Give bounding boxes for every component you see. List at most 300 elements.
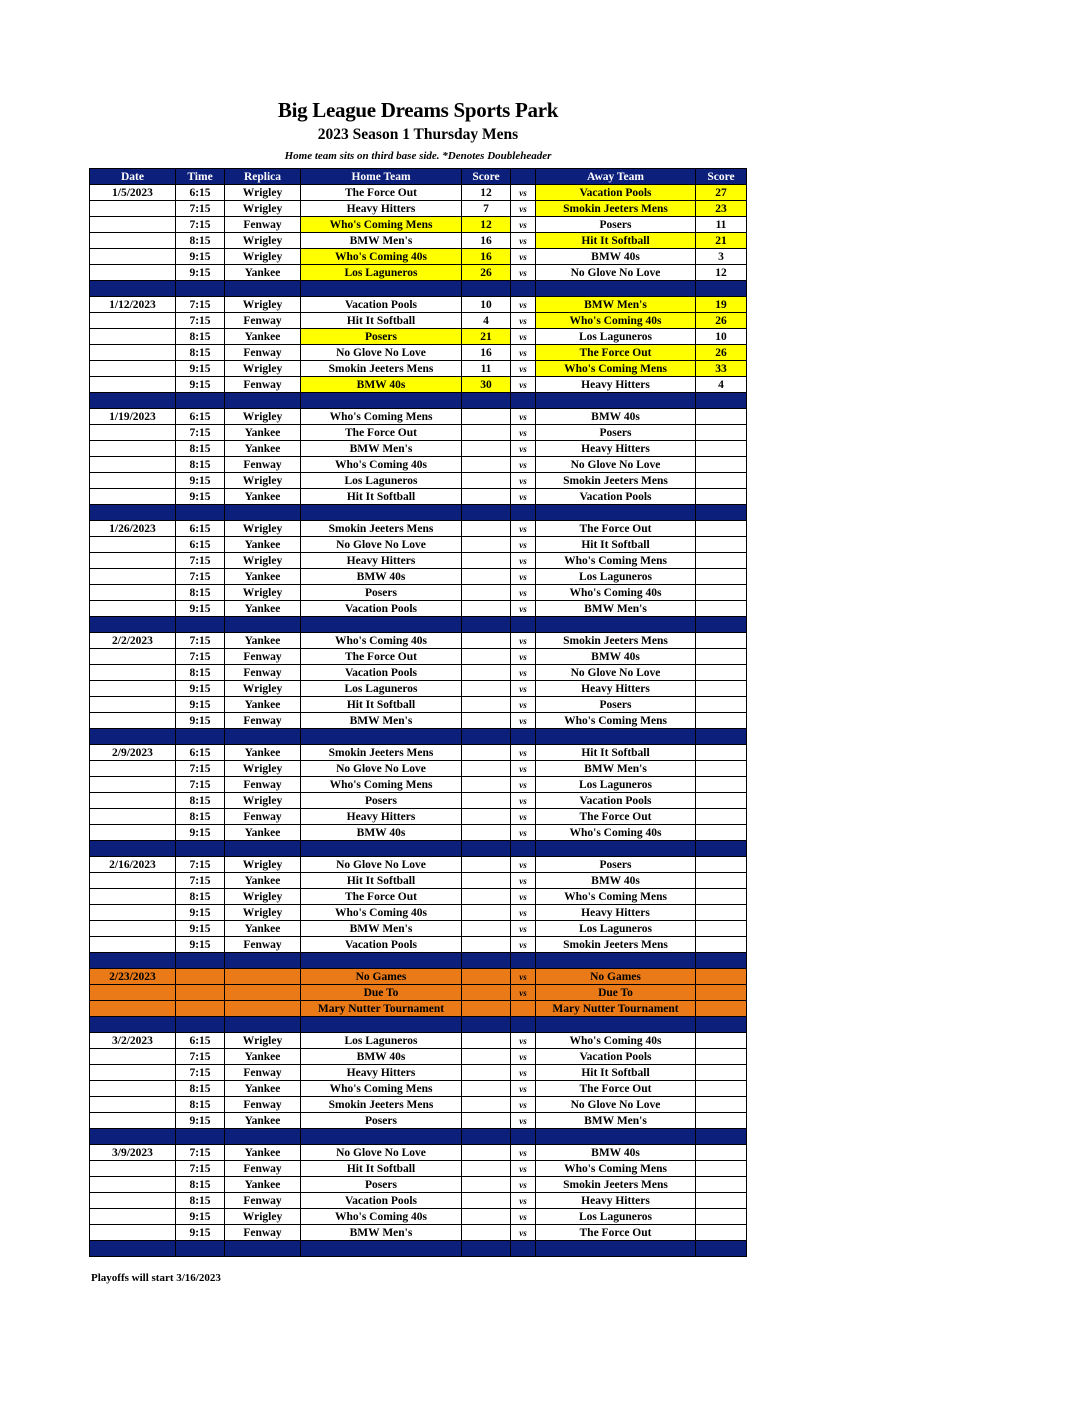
game-row xyxy=(90,1033,747,1049)
home-score xyxy=(462,665,511,681)
game-time: 7:15 xyxy=(176,761,225,777)
separator-cell xyxy=(462,841,511,857)
game-time: 7:15 xyxy=(176,873,225,889)
game-field: Fenway xyxy=(225,1065,301,1081)
game-field xyxy=(225,1001,301,1017)
schedule-table xyxy=(89,168,747,1257)
separator-cell xyxy=(90,1129,176,1145)
game-row xyxy=(90,1145,747,1161)
away-team: Who's Coming Mens xyxy=(536,361,696,377)
vs-label: vs xyxy=(511,409,536,425)
game-field: Fenway xyxy=(225,1161,301,1177)
home-team: Posers xyxy=(301,329,462,345)
header-row xyxy=(90,169,747,185)
game-row xyxy=(90,1081,747,1097)
game-time: 8:15 xyxy=(176,329,225,345)
game-field: Wrigley xyxy=(225,889,301,905)
away-score xyxy=(696,441,747,457)
separator-cell xyxy=(301,729,462,745)
separator-cell xyxy=(176,1017,225,1033)
home-score: 10 xyxy=(462,297,511,313)
game-field: Wrigley xyxy=(225,905,301,921)
game-time: 6:15 xyxy=(176,1033,225,1049)
home-team: The Force Out xyxy=(301,649,462,665)
away-team: BMW Men's xyxy=(536,1113,696,1129)
game-field: Yankee xyxy=(225,745,301,761)
away-score: 4 xyxy=(696,377,747,393)
vs-label: vs xyxy=(511,1225,536,1241)
home-score xyxy=(462,969,511,985)
game-date xyxy=(90,569,176,585)
game-field: Fenway xyxy=(225,217,301,233)
away-team: Vacation Pools xyxy=(536,185,696,201)
home-team: No Glove No Love xyxy=(301,857,462,873)
game-date xyxy=(90,601,176,617)
away-team: No Games xyxy=(536,969,696,985)
separator-cell xyxy=(176,1241,225,1257)
away-score: 21 xyxy=(696,233,747,249)
game-field: Fenway xyxy=(225,1193,301,1209)
game-time: 9:15 xyxy=(176,697,225,713)
away-team: Heavy Hitters xyxy=(536,681,696,697)
separator-cell xyxy=(511,1129,536,1145)
home-team: Vacation Pools xyxy=(301,937,462,953)
separator-cell xyxy=(696,505,747,521)
game-date xyxy=(90,553,176,569)
game-field: Wrigley xyxy=(225,857,301,873)
game-date: 2/9/2023 xyxy=(90,745,176,761)
home-score: 16 xyxy=(462,345,511,361)
home-team: BMW 40s xyxy=(301,1049,462,1065)
game-field: Wrigley xyxy=(225,1209,301,1225)
home-score xyxy=(462,1065,511,1081)
game-field: Yankee xyxy=(225,489,301,505)
game-date xyxy=(90,457,176,473)
separator-cell xyxy=(696,841,747,857)
home-team: The Force Out xyxy=(301,185,462,201)
separator-cell xyxy=(225,1129,301,1145)
home-score: 7 xyxy=(462,201,511,217)
home-score xyxy=(462,553,511,569)
game-field: Wrigley xyxy=(225,201,301,217)
away-team: Posers xyxy=(536,425,696,441)
home-score xyxy=(462,713,511,729)
home-score: 11 xyxy=(462,361,511,377)
week-separator xyxy=(90,841,747,857)
game-row xyxy=(90,361,747,377)
separator-cell xyxy=(301,1017,462,1033)
vs-label: vs xyxy=(511,249,536,265)
game-field: Fenway xyxy=(225,345,301,361)
home-score xyxy=(462,633,511,649)
home-score: 30 xyxy=(462,377,511,393)
home-team: Due To xyxy=(301,985,462,1001)
vs-label: vs xyxy=(511,185,536,201)
game-date xyxy=(90,1209,176,1225)
home-team: Hit It Softball xyxy=(301,313,462,329)
game-date xyxy=(90,201,176,217)
game-date xyxy=(90,1065,176,1081)
away-score xyxy=(696,409,747,425)
away-team: Smokin Jeeters Mens xyxy=(536,937,696,953)
col-replica: Replica xyxy=(225,169,301,185)
game-field: Fenway xyxy=(225,665,301,681)
game-time: 7:15 xyxy=(176,297,225,313)
away-score: 11 xyxy=(696,217,747,233)
away-team: Posers xyxy=(536,217,696,233)
vs-label xyxy=(511,1001,536,1017)
away-team: Heavy Hitters xyxy=(536,905,696,921)
separator-cell xyxy=(462,281,511,297)
vs-label: vs xyxy=(511,873,536,889)
away-team: Due To xyxy=(536,985,696,1001)
separator-cell xyxy=(225,393,301,409)
separator-cell xyxy=(536,617,696,633)
game-date xyxy=(90,329,176,345)
home-team: No Glove No Love xyxy=(301,345,462,361)
game-time: 7:15 xyxy=(176,777,225,793)
home-score xyxy=(462,441,511,457)
home-score: 12 xyxy=(462,217,511,233)
game-date xyxy=(90,1161,176,1177)
separator-cell xyxy=(462,617,511,633)
game-field: Wrigley xyxy=(225,361,301,377)
away-score xyxy=(696,985,747,1001)
home-team: BMW Men's xyxy=(301,441,462,457)
home-score xyxy=(462,697,511,713)
away-score xyxy=(696,601,747,617)
home-score xyxy=(462,937,511,953)
away-score xyxy=(696,521,747,537)
vs-label: vs xyxy=(511,1097,536,1113)
vs-label: vs xyxy=(511,441,536,457)
page-subtitle: 2023 Season 1 Thursday Mens xyxy=(317,126,519,143)
game-row xyxy=(90,233,747,249)
separator-cell xyxy=(176,953,225,969)
game-row xyxy=(90,889,747,905)
home-score xyxy=(462,1049,511,1065)
separator-cell xyxy=(176,281,225,297)
away-team: BMW Men's xyxy=(536,297,696,313)
game-date xyxy=(90,489,176,505)
away-team: Heavy Hitters xyxy=(536,441,696,457)
separator-cell xyxy=(90,729,176,745)
away-score xyxy=(696,713,747,729)
game-time: 8:15 xyxy=(176,809,225,825)
away-team: BMW Men's xyxy=(536,761,696,777)
game-row xyxy=(90,473,747,489)
game-field: Yankee xyxy=(225,329,301,345)
away-score xyxy=(696,537,747,553)
separator-cell xyxy=(511,1241,536,1257)
away-score: 10 xyxy=(696,329,747,345)
separator-cell xyxy=(511,1017,536,1033)
game-field: Wrigley xyxy=(225,793,301,809)
game-date xyxy=(90,217,176,233)
game-date xyxy=(90,361,176,377)
game-row xyxy=(90,633,747,649)
game-time: 9:15 xyxy=(176,473,225,489)
game-date xyxy=(90,649,176,665)
home-score xyxy=(462,761,511,777)
away-team: Hit It Softball xyxy=(536,537,696,553)
game-time: 7:15 xyxy=(176,857,225,873)
home-team: Posers xyxy=(301,1177,462,1193)
home-score xyxy=(462,425,511,441)
home-score xyxy=(462,681,511,697)
week-separator xyxy=(90,393,747,409)
col-home-score: Score xyxy=(462,169,511,185)
game-row xyxy=(90,601,747,617)
away-team: Los Laguneros xyxy=(536,1209,696,1225)
game-time: 7:15 xyxy=(176,1065,225,1081)
home-score xyxy=(462,825,511,841)
vs-label: vs xyxy=(511,825,536,841)
home-team: Who's Coming Mens xyxy=(301,1081,462,1097)
home-score xyxy=(462,745,511,761)
game-row xyxy=(90,681,747,697)
game-row xyxy=(90,1193,747,1209)
game-field: Fenway xyxy=(225,713,301,729)
game-field: Yankee xyxy=(225,697,301,713)
away-team: Los Laguneros xyxy=(536,329,696,345)
separator-cell xyxy=(536,505,696,521)
vs-label: vs xyxy=(511,969,536,985)
away-team: Who's Coming Mens xyxy=(536,1161,696,1177)
away-score: 26 xyxy=(696,345,747,361)
separator-cell xyxy=(176,617,225,633)
away-team: BMW 40s xyxy=(536,649,696,665)
home-score xyxy=(462,1161,511,1177)
game-row xyxy=(90,1225,747,1241)
away-score xyxy=(696,1001,747,1017)
game-date: 2/16/2023 xyxy=(90,857,176,873)
game-field: Yankee xyxy=(225,921,301,937)
separator-cell xyxy=(301,505,462,521)
game-field: Fenway xyxy=(225,1097,301,1113)
game-time: 8:15 xyxy=(176,793,225,809)
away-team: Hit It Softball xyxy=(536,745,696,761)
home-score xyxy=(462,1177,511,1193)
game-field: Yankee xyxy=(225,873,301,889)
game-row xyxy=(90,489,747,505)
away-score: 12 xyxy=(696,265,747,281)
separator-cell xyxy=(176,505,225,521)
home-score xyxy=(462,585,511,601)
vs-label: vs xyxy=(511,217,536,233)
vs-label: vs xyxy=(511,633,536,649)
separator-cell xyxy=(696,281,747,297)
game-time: 8:15 xyxy=(176,889,225,905)
away-score xyxy=(696,1065,747,1081)
separator-cell xyxy=(536,953,696,969)
separator-cell xyxy=(462,393,511,409)
game-row xyxy=(90,873,747,889)
game-date xyxy=(90,1097,176,1113)
away-score xyxy=(696,633,747,649)
game-date: 3/2/2023 xyxy=(90,1033,176,1049)
vs-label: vs xyxy=(511,1145,536,1161)
separator-cell xyxy=(90,841,176,857)
away-score: 19 xyxy=(696,297,747,313)
game-date xyxy=(90,681,176,697)
vs-label: vs xyxy=(511,985,536,1001)
separator-cell xyxy=(90,281,176,297)
away-score xyxy=(696,473,747,489)
game-row xyxy=(90,937,747,953)
away-team: Smokin Jeeters Mens xyxy=(536,1177,696,1193)
home-score xyxy=(462,601,511,617)
vs-label: vs xyxy=(511,377,536,393)
home-team: Posers xyxy=(301,1113,462,1129)
separator-cell xyxy=(176,393,225,409)
game-date xyxy=(90,905,176,921)
game-row xyxy=(90,377,747,393)
week-separator xyxy=(90,1241,747,1257)
separator-cell xyxy=(301,841,462,857)
game-time: 7:15 xyxy=(176,1049,225,1065)
home-score xyxy=(462,457,511,473)
game-field: Yankee xyxy=(225,425,301,441)
home-team: Who's Coming Mens xyxy=(301,777,462,793)
game-time: 9:15 xyxy=(176,601,225,617)
game-row xyxy=(90,1049,747,1065)
game-row xyxy=(90,537,747,553)
game-time: 9:15 xyxy=(176,905,225,921)
game-date: 3/9/2023 xyxy=(90,1145,176,1161)
home-team: Posers xyxy=(301,585,462,601)
game-date xyxy=(90,425,176,441)
vs-label: vs xyxy=(511,1113,536,1129)
vs-label: vs xyxy=(511,761,536,777)
home-team: Smokin Jeeters Mens xyxy=(301,361,462,377)
home-team: Smokin Jeeters Mens xyxy=(301,521,462,537)
away-score xyxy=(696,553,747,569)
game-row xyxy=(90,217,747,233)
game-date xyxy=(90,761,176,777)
separator-cell xyxy=(301,1129,462,1145)
home-team: Who's Coming 40s xyxy=(301,249,462,265)
game-row xyxy=(90,1065,747,1081)
week-separator xyxy=(90,1017,747,1033)
away-score xyxy=(696,777,747,793)
game-time: 8:15 xyxy=(176,345,225,361)
away-team: BMW 40s xyxy=(536,409,696,425)
vs-label: vs xyxy=(511,1209,536,1225)
vs-label: vs xyxy=(511,889,536,905)
separator-cell xyxy=(301,393,462,409)
home-team: BMW Men's xyxy=(301,233,462,249)
game-field: Yankee xyxy=(225,1113,301,1129)
game-field: Fenway xyxy=(225,649,301,665)
home-score xyxy=(462,905,511,921)
home-team: Posers xyxy=(301,793,462,809)
game-row xyxy=(90,809,747,825)
home-team: Los Laguneros xyxy=(301,265,462,281)
away-score xyxy=(696,873,747,889)
home-score: 16 xyxy=(462,249,511,265)
home-team: Who's Coming Mens xyxy=(301,217,462,233)
game-field: Yankee xyxy=(225,601,301,617)
game-field: Fenway xyxy=(225,777,301,793)
home-score: 16 xyxy=(462,233,511,249)
away-team: Los Laguneros xyxy=(536,777,696,793)
home-team: Heavy Hitters xyxy=(301,1065,462,1081)
col-vs xyxy=(511,169,536,185)
vs-label: vs xyxy=(511,649,536,665)
separator-cell xyxy=(536,1129,696,1145)
game-date xyxy=(90,585,176,601)
separator-cell xyxy=(225,281,301,297)
away-team: BMW 40s xyxy=(536,249,696,265)
separator-cell xyxy=(536,729,696,745)
home-score xyxy=(462,985,511,1001)
away-score: 27 xyxy=(696,185,747,201)
away-team: Who's Coming 40s xyxy=(536,313,696,329)
game-field: Yankee xyxy=(225,1145,301,1161)
game-time: 6:15 xyxy=(176,409,225,425)
home-score: 4 xyxy=(462,313,511,329)
away-score xyxy=(696,1113,747,1129)
game-field: Wrigley xyxy=(225,185,301,201)
away-score xyxy=(696,569,747,585)
separator-cell xyxy=(536,393,696,409)
game-time: 9:15 xyxy=(176,1113,225,1129)
separator-cell xyxy=(511,729,536,745)
home-score xyxy=(462,521,511,537)
home-team: The Force Out xyxy=(301,425,462,441)
game-time: 8:15 xyxy=(176,233,225,249)
away-score xyxy=(696,697,747,713)
home-score xyxy=(462,409,511,425)
separator-cell xyxy=(301,953,462,969)
game-time: 9:15 xyxy=(176,825,225,841)
away-score xyxy=(696,457,747,473)
separator-cell xyxy=(225,617,301,633)
vs-label: vs xyxy=(511,1033,536,1049)
game-field: Yankee xyxy=(225,1177,301,1193)
game-row xyxy=(90,1161,747,1177)
game-date xyxy=(90,249,176,265)
game-time: 7:15 xyxy=(176,569,225,585)
vs-label: vs xyxy=(511,777,536,793)
game-field: Yankee xyxy=(225,441,301,457)
game-row xyxy=(90,457,747,473)
game-time xyxy=(176,969,225,985)
game-time: 6:15 xyxy=(176,745,225,761)
home-score xyxy=(462,1209,511,1225)
away-score xyxy=(696,1161,747,1177)
game-time: 7:15 xyxy=(176,201,225,217)
game-time: 7:15 xyxy=(176,649,225,665)
home-team: Hit It Softball xyxy=(301,1161,462,1177)
game-field xyxy=(225,969,301,985)
no-games-row xyxy=(90,969,747,985)
home-score xyxy=(462,1033,511,1049)
home-team: Heavy Hitters xyxy=(301,809,462,825)
game-field: Yankee xyxy=(225,569,301,585)
home-team: Who's Coming 40s xyxy=(301,905,462,921)
home-team: No Glove No Love xyxy=(301,537,462,553)
game-field: Wrigley xyxy=(225,233,301,249)
away-team: Who's Coming 40s xyxy=(536,825,696,841)
away-score xyxy=(696,809,747,825)
game-field: Wrigley xyxy=(225,681,301,697)
away-score xyxy=(696,745,747,761)
separator-cell xyxy=(696,617,747,633)
separator-cell xyxy=(511,617,536,633)
away-score: 26 xyxy=(696,313,747,329)
